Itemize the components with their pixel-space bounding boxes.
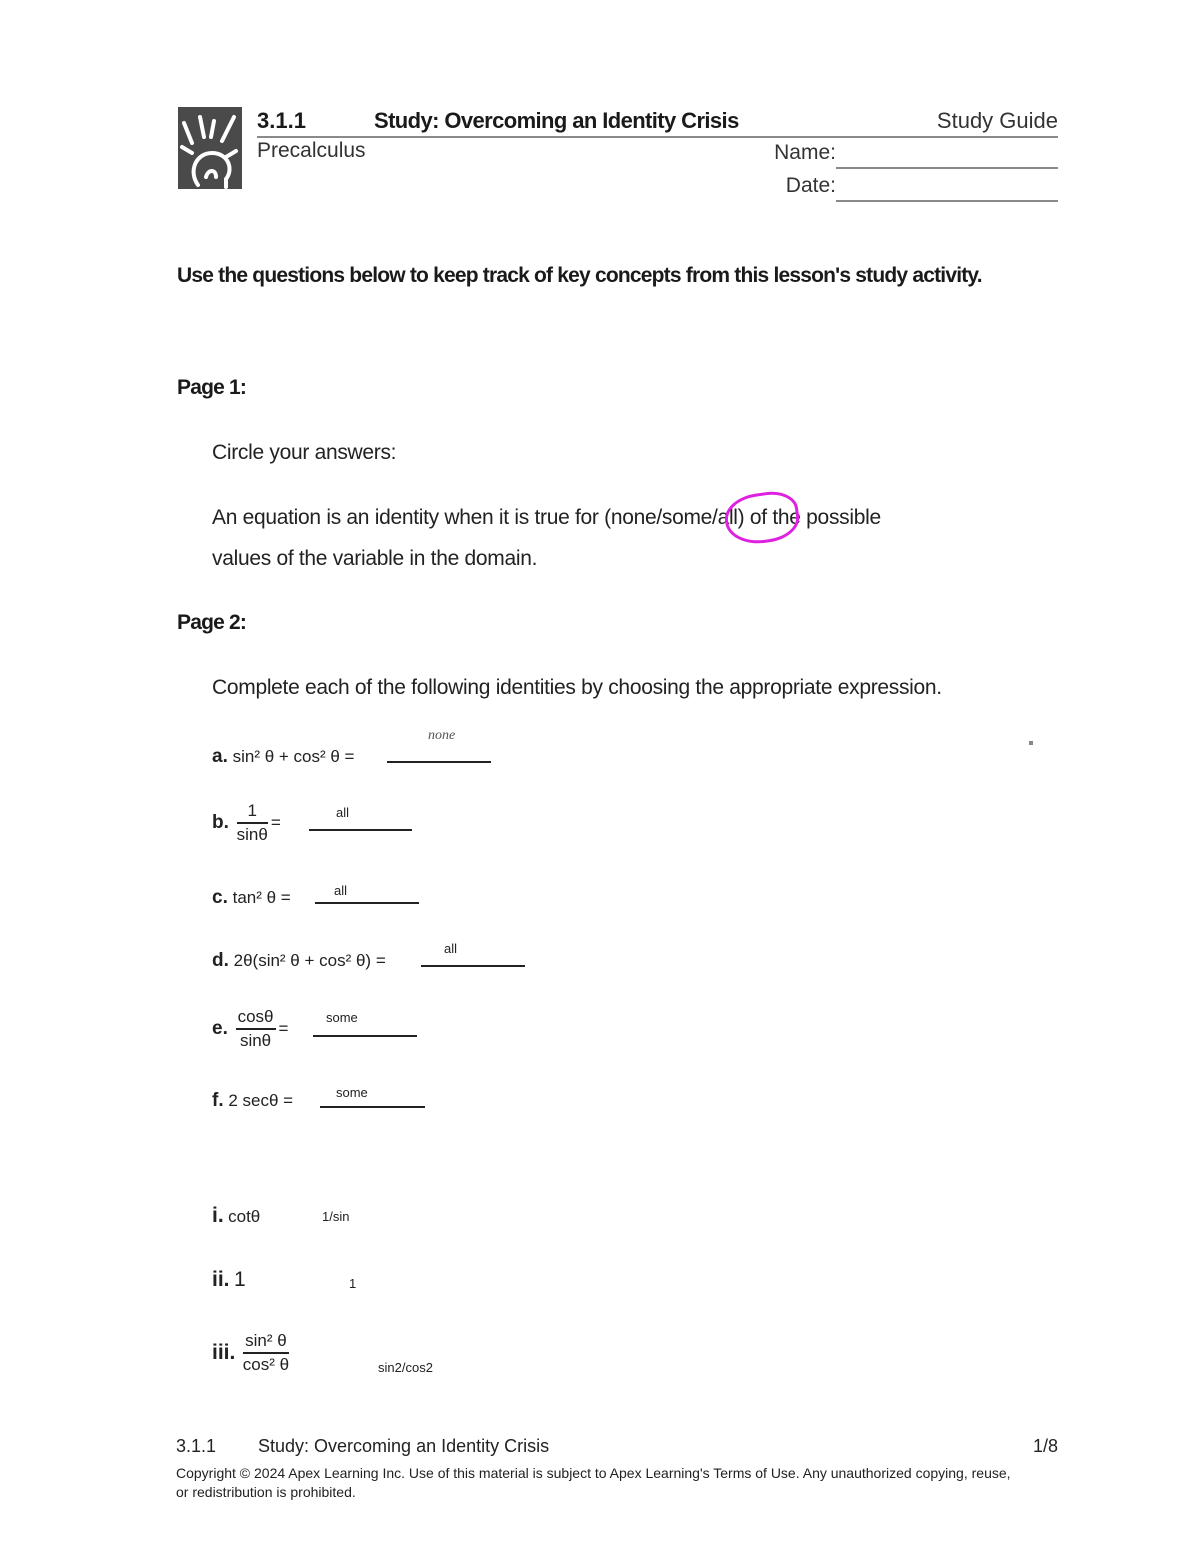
choice-label: i. [212, 1204, 224, 1227]
item-label: c. [212, 887, 228, 908]
footer-lesson-title: Study: Overcoming an Identity Crisis [258, 1436, 550, 1456]
item-expression: 2θ(sin² θ + cos² θ) = [233, 951, 386, 970]
choice-note-ii: 1 [349, 1276, 357, 1291]
lesson-title: Study: Overcoming an Identity Crisis [374, 108, 739, 133]
stray-mark [1029, 741, 1033, 745]
choice-expression: 1 [233, 1268, 246, 1291]
choice-label: ii. [212, 1268, 230, 1291]
document-type: Study Guide [936, 108, 1058, 133]
answer-f[interactable]: some [336, 1085, 368, 1100]
header-divider [257, 136, 1058, 138]
fraction: $\frac{1}{\sin\theta}$ [236, 801, 268, 844]
item-label: b. [212, 812, 229, 833]
answer-line-c [315, 902, 419, 904]
answer-line-e [313, 1035, 417, 1037]
course-name: Precalculus [257, 139, 366, 162]
item-label: e. [212, 1018, 228, 1039]
choice-note-i: 1/sin [322, 1209, 350, 1224]
name-label: Name: [774, 141, 836, 164]
choice-ii [212, 1268, 246, 1292]
circled-answer[interactable]: some [661, 506, 713, 529]
question-text-before: An equation is an identity when it is true for (none/ [212, 506, 662, 529]
item-expression: tan² θ = [232, 888, 291, 907]
page2-instruction: Complete each of the following identities by choosing the appropriate expression. [212, 676, 942, 699]
answer-d[interactable]: all [444, 941, 458, 956]
identity-item-c [212, 887, 291, 909]
answer-b[interactable]: all [336, 805, 350, 820]
answer-c[interactable]: all [334, 883, 348, 898]
choice-note-iii: sin2/cos2 [378, 1360, 433, 1375]
identity-item-a [212, 746, 354, 768]
fraction: $\frac{\cos\theta}{\sin\theta}$ [237, 1007, 274, 1050]
date-label: Date: [785, 174, 836, 197]
page1-instruction: Circle your answers: [212, 441, 397, 464]
lesson-number: 3.1.1 [257, 108, 306, 133]
item-label: f. [212, 1090, 224, 1111]
answer-e[interactable]: some [326, 1010, 358, 1025]
identity-item-d [212, 950, 386, 972]
answer-line-b [309, 829, 412, 831]
answer-line-f [320, 1106, 425, 1108]
item-label: d. [212, 950, 229, 971]
answer-a[interactable]: none [428, 728, 456, 743]
choice-expression: cotθ [228, 1207, 261, 1226]
choice-iii [212, 1330, 292, 1376]
item-expression: 2 secθ = [228, 1091, 294, 1110]
copyright-notice: Copyright © 2024 Apex Learning Inc. Use of this material is subject to Apex Learning's Terms of Use. Any unauthorized copying, reuse, or redistribution is prohibited. [176, 1465, 1011, 1500]
page2-heading: Page 2: [177, 611, 247, 634]
identity-item-e: e. $\frac{\cos\theta}{\sin\theta}$ = [212, 1007, 289, 1050]
identity-item-f [212, 1090, 293, 1112]
identity-item-b: b. $\frac{1}{\sin\theta}$ = [212, 801, 281, 844]
name-field[interactable] [836, 167, 1058, 169]
date-field[interactable] [836, 200, 1058, 202]
fraction: $\frac{\text{sin² θ}}{\text{cos² θ}}$ [242, 1331, 290, 1374]
answer-circle-annotation [722, 488, 802, 548]
page1-heading: Page 1: [177, 376, 247, 399]
page1-question-line2: values of the variable in the domain. [212, 547, 538, 570]
item-label: a. [212, 746, 228, 767]
question-text-after: /all) of the possible [712, 506, 881, 529]
intro-instructions: Use the questions below to keep track of key concepts from this lesson's study activity. [177, 264, 982, 287]
footer-lesson-number: 3.1.1 [176, 1436, 217, 1456]
answer-line-a [387, 761, 491, 763]
item-expression: sin² θ + cos² θ = [232, 747, 355, 766]
page-number: 1/8 [1032, 1436, 1058, 1456]
answer-line-d [421, 965, 525, 967]
apex-learning-logo-icon [178, 107, 242, 189]
choice-i [212, 1204, 260, 1228]
choice-label: iii. [212, 1341, 236, 1364]
